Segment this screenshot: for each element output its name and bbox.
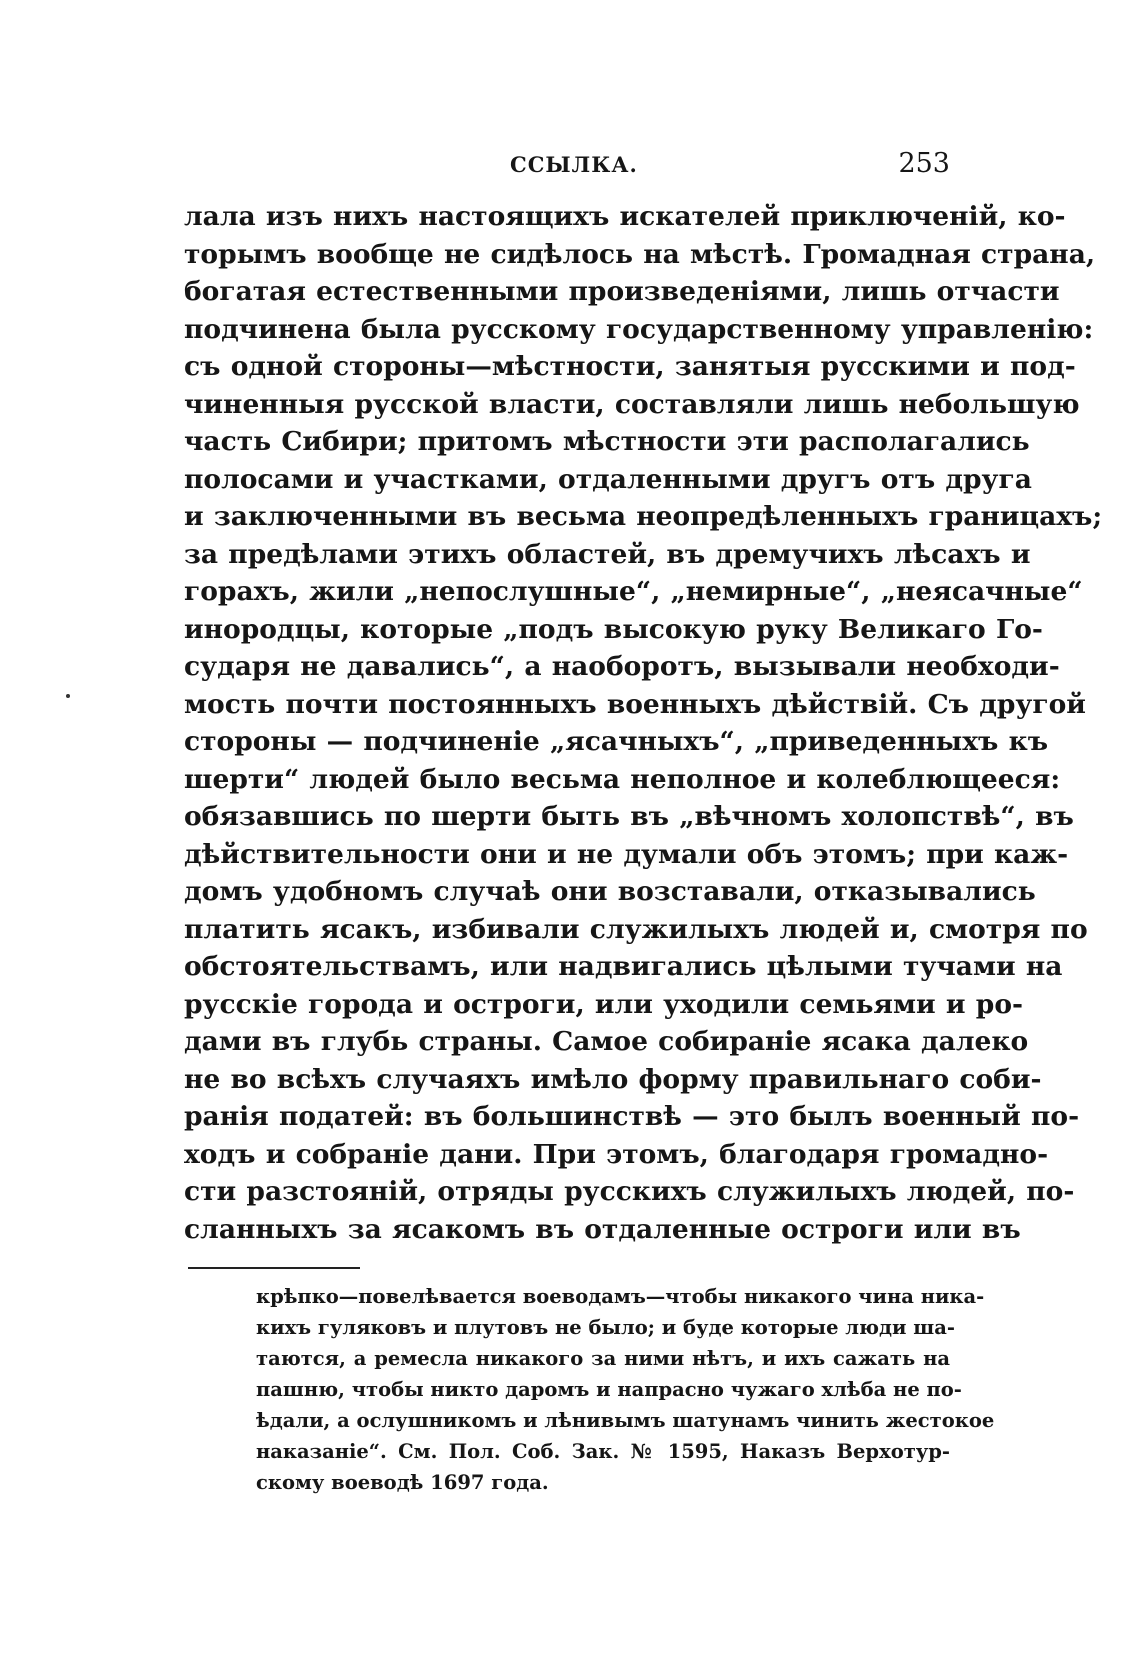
running-head <box>180 148 950 188</box>
body-text <box>184 198 1103 1248</box>
footnote-line: кихъ гуляковъ и плутовъ не было; и буде которые люди ша- <box>256 1316 955 1339</box>
body-line: горахъ, жили „непослушные“, „немирные“, „неясачные“ <box>184 576 1083 607</box>
body-line: обстоятельствамъ, или надвигались цѣлыми тучами на <box>184 951 1063 982</box>
body-line: и заключенными въ весьма неопредѣленныхъ границахъ; <box>184 501 1103 532</box>
footnote-divider <box>188 1267 360 1269</box>
footnote <box>256 1281 995 1498</box>
body-line: сти разстояній, отряды русскихъ служилыхъ людей, по- <box>184 1176 1075 1207</box>
body-line: богатая естественными произведеніями, лишь отчасти <box>184 276 1060 307</box>
body-line: дѣйствительности они и не думали объ этомъ; при каж- <box>184 838 1069 870</box>
body-line: обязавшись по шерти быть въ „вѣчномъ холопствѣ“, въ <box>184 801 1074 832</box>
margin-speck <box>66 694 70 698</box>
body-line: инородцы, которые „подъ высокую руку Великаго Го- <box>184 613 1043 645</box>
body-line: русскіе города и остроги, или уходили семьями и ро- <box>184 988 1023 1020</box>
body-line: чиненныя русской власти, составляли лишь небольшую <box>184 388 1080 420</box>
body-line: мость почти постоянныхъ военныхъ дѣйствій. Съ другой <box>184 688 1086 720</box>
footnote-line: крѣпко—повелѣвается воеводамъ—чтобы никакого чина ника- <box>256 1285 985 1308</box>
body-line: дами въ глубь страны. Самое собираніе ясака далеко <box>184 1026 1029 1057</box>
body-line: ранія податей: въ большинствѣ — это былъ военный по- <box>184 1101 1080 1132</box>
body-line: полосами и участками, отдаленными другъ отъ друга <box>184 463 1032 495</box>
body-line: часть Сибири; притомъ мѣстности эти располагались <box>184 426 1030 457</box>
body-line: торымъ вообще не сидѣлось на мѣстѣ. Громадная страна, <box>184 238 1096 270</box>
footnote-line: скому воеводѣ 1697 года. <box>256 1471 549 1494</box>
body-line: стороны — подчиненіе „ясачныхъ“, „приведенныхъ къ <box>184 726 1049 757</box>
body-line: сударя не давались“, а наоборотъ, вызывали необходи- <box>184 651 1060 682</box>
body-line: шерти“ людей было весьма неполное и колеблющееся: <box>184 763 1061 795</box>
body-line: не во всѣхъ случаяхъ имѣло форму правильнаго соби- <box>184 1063 1042 1095</box>
running-head-title: ССЫЛКА. <box>510 152 638 177</box>
footnote-line: ѣдали, а ослушникомъ и лѣнивымъ шатунамъ чинить жестокое <box>256 1409 995 1432</box>
body-line: лала изъ нихъ настоящихъ искателей приключеній, ко- <box>184 201 1066 232</box>
body-line: за предѣлами этихъ областей, въ дремучихъ лѣсахъ и <box>184 538 1031 570</box>
body-line: съ одной стороны—мѣстности, занятыя русскими и под- <box>184 351 1076 382</box>
body-line: сланныхъ за ясакомъ въ отдаленные остроги или въ <box>184 1213 1021 1245</box>
body-line: домъ удобномъ случаѣ они возставали, отказывались <box>184 876 1036 907</box>
footnote-line: пашню, чтобы никто даромъ и напрасно чужаго хлѣба не по- <box>256 1378 962 1401</box>
body-line: подчинена была русскому государственному управленію: <box>184 313 1094 345</box>
footnote-line: таются, а ремесла никакого за ними нѣтъ, и ихъ сажать на <box>256 1347 950 1370</box>
page-number: 253 <box>898 148 950 179</box>
footnote-line: наказаніе“. См. Пол. Соб. Зак. № 1595, Наказъ Верхотур- <box>256 1440 950 1463</box>
body-line: платить ясакъ, избивали служилыхъ людей и, смотря по <box>184 913 1088 945</box>
body-line: ходъ и собраніе дани. При этомъ, благодаря громадно- <box>184 1138 1049 1170</box>
